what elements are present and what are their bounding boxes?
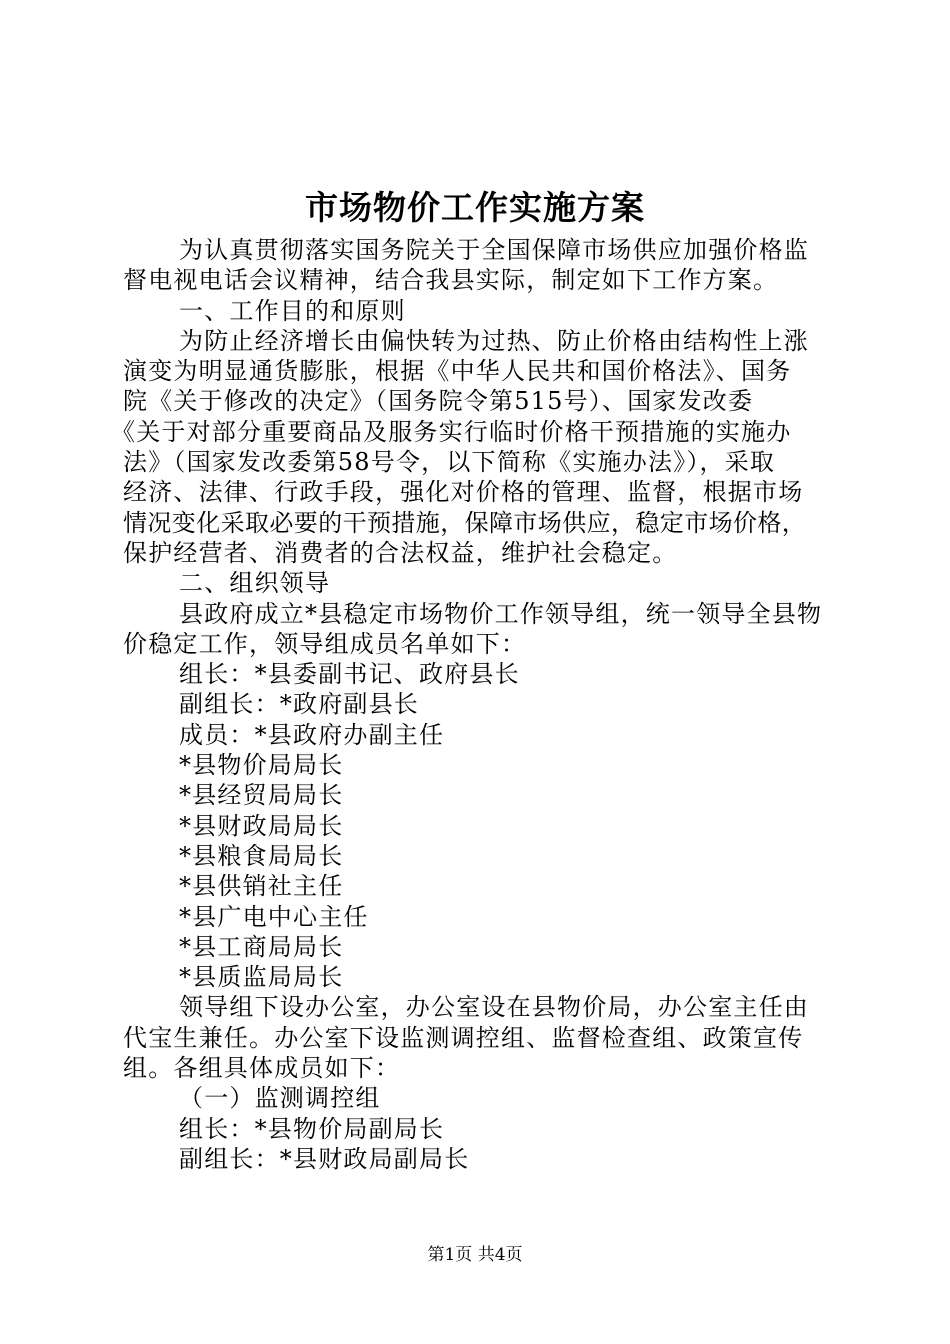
member-line: *县粮食局局长	[179, 841, 344, 870]
body-line: 法》（国家发改委第58号令，以下简称《实施办法》），采取	[123, 448, 776, 477]
section-heading: 二、组织领导	[179, 569, 331, 598]
body-line: 《关于对部分重要商品及服务实行临时价格干预措施的实施办	[111, 417, 792, 446]
document-title: 市场物价工作实施方案	[305, 188, 645, 227]
body-line: 经济、法律、行政手段，强化对价格的管理、监督，根据市场	[123, 478, 804, 507]
member-line: 副组长：*政府副县长	[179, 690, 419, 719]
member-line: *县供销社主任	[179, 872, 344, 901]
body-line: 县政府成立*县稳定市场物价工作领导组，统一领导全县物	[179, 599, 823, 628]
section-heading: 一、工作目的和原则	[179, 296, 406, 325]
member-line: *县财政局局长	[179, 811, 344, 840]
member-line: *县质监局局长	[179, 963, 344, 992]
member-line: 组长：*县物价局副局长	[179, 1114, 445, 1143]
body-line: 演变为明显通货膨胀，根据《中华人民共和国价格法》、国务	[123, 357, 792, 386]
member-line: 组长：*县委副书记、政府县长	[179, 660, 520, 689]
subsection-heading: （一）监测调控组	[179, 1084, 381, 1113]
page-footer: 第1页 共4页	[427, 1245, 523, 1265]
document-body	[111, 235, 835, 1174]
member-line: 副组长：*县财政局副局长	[179, 1144, 470, 1173]
body-line: 保护经营者、消费者的合法权益，维护社会稳定。	[123, 538, 678, 567]
member-line: *县广电中心主任	[179, 902, 369, 931]
body-line: 情况变化采取必要的干预措施，保障市场供应，稳定市场价格，	[123, 508, 807, 537]
body-line: 组。各组具体成员如下：	[123, 1054, 401, 1083]
body-line: 督电视电话会议精神，结合我县实际，制定如下工作方案。	[123, 266, 779, 295]
member-line: 成员：*县政府办副主任	[179, 720, 445, 749]
body-line: 价稳定工作，领导组成员名单如下：	[123, 629, 527, 658]
member-line: *县工商局局长	[179, 932, 344, 961]
body-line: 为认真贯彻落实国务院关于全国保障市场供应加强价格监	[179, 236, 809, 264]
body-line: 为防止经济增长由偏快转为过热、防止价格由结构性上涨	[179, 326, 809, 355]
member-line: *县经贸局局长	[179, 781, 344, 810]
member-line: *县物价局局长	[179, 751, 344, 780]
body-line: 院《关于修改的决定》（国务院令第515号）、国家发改委	[123, 387, 754, 416]
body-line: 代宝生兼任。办公室下设监测调控组、监督检查组、政策宣传	[123, 1023, 804, 1052]
body-line: 领导组下设办公室，办公室设在县物价局，办公室主任由	[179, 993, 809, 1022]
